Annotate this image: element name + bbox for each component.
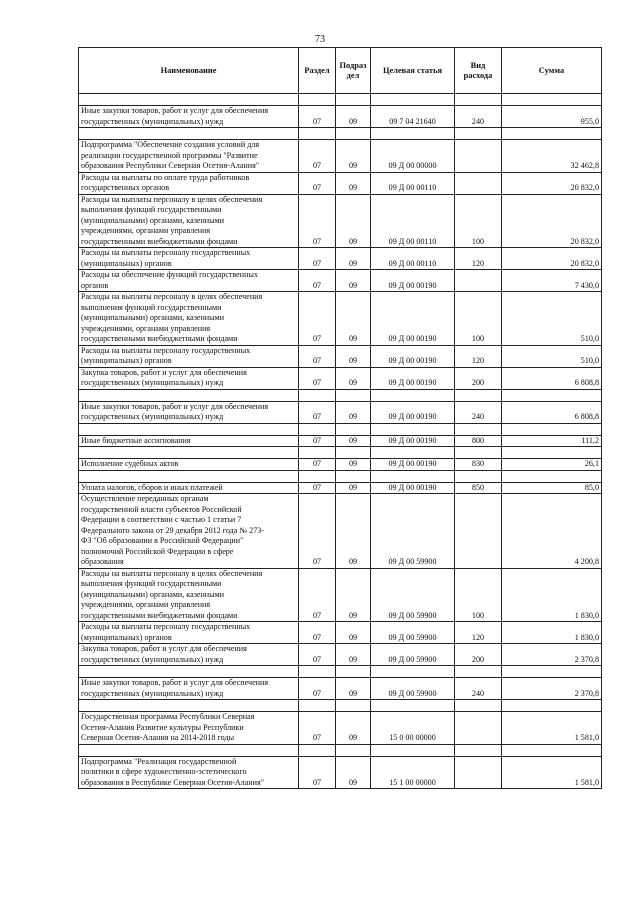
spacer-cell	[336, 470, 371, 482]
row-razdel: 07	[299, 106, 336, 128]
table-row	[79, 459, 602, 471]
row-name: Исполнение судебных актов	[79, 459, 299, 471]
row-name: Государственная программа Республики Северная Осетия-Алания Развитие культуры Республики Северная Осетия-Алания на 2014-2018 годы	[79, 712, 299, 745]
row-podrazdel: 09	[336, 194, 371, 248]
row-target: 09 Д 00 00000	[371, 140, 455, 173]
row-type: 120	[455, 345, 502, 367]
spacer-cell	[371, 94, 455, 106]
row-type	[455, 712, 502, 745]
spacer-cell	[371, 389, 455, 401]
spacer-cell	[79, 94, 299, 106]
row-podrazdel: 09	[336, 568, 371, 622]
row-razdel: 07	[299, 401, 336, 423]
table-row	[79, 194, 602, 248]
header-razdel: Раздел	[299, 48, 336, 94]
spacer-cell	[455, 744, 502, 756]
spacer-cell	[502, 423, 602, 435]
row-razdel: 07	[299, 459, 336, 471]
spacer-cell	[299, 423, 336, 435]
table-row	[79, 270, 602, 292]
spacer-cell	[336, 389, 371, 401]
row-podrazdel: 09	[336, 435, 371, 447]
row-target: 09 Д 00 00190	[371, 401, 455, 423]
row-name: Иные закупки товаров, работ и услуг для обеспечения государственных (муниципальных) нужд	[79, 106, 299, 128]
row-name: Подпрограмма "Обеспечение создания условий для реализации государственной программы "Развитие образования Республики Северная Осетия-Алания"	[79, 140, 299, 173]
row-podrazdel: 09	[336, 270, 371, 292]
row-razdel: 07	[299, 140, 336, 173]
row-sum: 20 832,0	[502, 248, 602, 270]
spacer-cell	[336, 128, 371, 140]
row-target: 09 Д 00 00190	[371, 482, 455, 494]
row-razdel: 07	[299, 292, 336, 346]
row-razdel: 07	[299, 248, 336, 270]
row-sum: 85,0	[502, 482, 602, 494]
row-razdel: 07	[299, 494, 336, 569]
spacer-cell	[502, 447, 602, 459]
budget-table	[78, 47, 602, 789]
spacer-cell	[371, 447, 455, 459]
spacer-cell	[455, 389, 502, 401]
table-row	[79, 367, 602, 389]
table-row	[79, 756, 602, 789]
spacer-cell	[336, 666, 371, 678]
row-razdel: 07	[299, 622, 336, 644]
row-type: 800	[455, 435, 502, 447]
spacer-cell	[299, 389, 336, 401]
row-sum: 111,2	[502, 435, 602, 447]
spacer-cell	[371, 700, 455, 712]
row-podrazdel: 09	[336, 712, 371, 745]
row-podrazdel: 09	[336, 644, 371, 666]
row-target: 09 Д 00 00190	[371, 367, 455, 389]
row-type: 120	[455, 622, 502, 644]
row-name: Расходы на выплаты персоналу в целях обеспечения выполнения функций государственными (муниципальными) органами, казенными учреждениями, органами управления государственными внебюджетными фондами	[79, 292, 299, 346]
row-type: 850	[455, 482, 502, 494]
table-row	[79, 494, 602, 569]
row-name: Расходы на выплаты персоналу в целях обеспечения выполнения функций государственными (муниципальными) органами, казенными учреждениями, органами управления государственными внебюджетными фондами	[79, 194, 299, 248]
row-razdel: 07	[299, 678, 336, 700]
row-name: Закупка товаров, работ и услуг для обеспечения государственных (муниципальных) нужд	[79, 367, 299, 389]
table-row	[79, 248, 602, 270]
row-target: 09 Д 00 00110	[371, 248, 455, 270]
row-name: Осуществление переданных органам государственной власти субъектов Российской Федерации в соответствии с частью 1 статьи 7 Федерального закона от 29 декабря 2012 года № 273- ФЗ "Об образовании в Российской Федерации" полномочий Российской Федерации в сфере образования	[79, 494, 299, 569]
spacer-cell	[455, 470, 502, 482]
row-podrazdel: 09	[336, 459, 371, 471]
spacer-cell	[455, 94, 502, 106]
spacer-cell	[371, 744, 455, 756]
table-spacer-row	[79, 423, 602, 435]
row-target: 09 7 04 21640	[371, 106, 455, 128]
row-name: Уплата налогов, сборов и иных платежей	[79, 482, 299, 494]
row-target: 09 Д 00 00110	[371, 172, 455, 194]
row-target: 09 Д 00 00190	[371, 292, 455, 346]
row-target: 09 Д 00 00190	[371, 270, 455, 292]
header-name: Наименование	[79, 48, 299, 94]
row-sum: 510,0	[502, 345, 602, 367]
row-podrazdel: 09	[336, 248, 371, 270]
row-podrazdel: 09	[336, 367, 371, 389]
row-target: 15 1 00 00000	[371, 756, 455, 789]
row-type	[455, 756, 502, 789]
row-target: 09 Д 00 59900	[371, 568, 455, 622]
spacer-cell	[79, 423, 299, 435]
spacer-cell	[371, 666, 455, 678]
spacer-cell	[79, 470, 299, 482]
row-sum: 2 370,8	[502, 678, 602, 700]
table-row	[79, 644, 602, 666]
spacer-cell	[455, 666, 502, 678]
row-razdel: 07	[299, 194, 336, 248]
row-podrazdel: 09	[336, 494, 371, 569]
row-sum: 2 370,8	[502, 644, 602, 666]
row-razdel: 07	[299, 482, 336, 494]
spacer-cell	[371, 423, 455, 435]
table-header-row	[79, 48, 602, 94]
row-podrazdel: 09	[336, 172, 371, 194]
spacer-cell	[502, 470, 602, 482]
row-name: Расходы на выплаты по оплате труда работников государственных органов	[79, 172, 299, 194]
spacer-cell	[502, 666, 602, 678]
table-row	[79, 712, 602, 745]
spacer-cell	[502, 94, 602, 106]
table-row	[79, 106, 602, 128]
row-sum: 6 808,8	[502, 401, 602, 423]
spacer-cell	[336, 447, 371, 459]
spacer-cell	[299, 470, 336, 482]
row-name: Закупка товаров, работ и услуг для обеспечения государственных (муниципальных) нужд	[79, 644, 299, 666]
row-target: 09 Д 00 00190	[371, 435, 455, 447]
row-name: Расходы на выплаты персоналу государственных (муниципальных) органов	[79, 622, 299, 644]
row-razdel: 07	[299, 712, 336, 745]
row-sum: 1 830,0	[502, 568, 602, 622]
row-type: 200	[455, 367, 502, 389]
row-name: Расходы на выплаты персоналу в целях обеспечения выполнения функций государственными (муниципальными) органами, казенными учреждениями, органами управления государственными внебюджетными фондами	[79, 568, 299, 622]
spacer-cell	[502, 700, 602, 712]
row-sum: 6 808,8	[502, 367, 602, 389]
row-target: 09 Д 00 00110	[371, 194, 455, 248]
row-podrazdel: 09	[336, 106, 371, 128]
row-type	[455, 140, 502, 173]
table-row	[79, 292, 602, 346]
header-type: Вид расхода	[455, 48, 502, 94]
row-sum: 20 832,0	[502, 172, 602, 194]
spacer-cell	[502, 128, 602, 140]
row-name: Расходы на выплаты персоналу государственных (муниципальных) органов	[79, 248, 299, 270]
row-podrazdel: 09	[336, 756, 371, 789]
table-row	[79, 622, 602, 644]
row-type	[455, 270, 502, 292]
row-name: Расходы на обеспечение функций государственных органов	[79, 270, 299, 292]
row-podrazdel: 09	[336, 140, 371, 173]
row-razdel: 07	[299, 568, 336, 622]
row-sum: 4 200,8	[502, 494, 602, 569]
table-spacer-row	[79, 128, 602, 140]
row-razdel: 07	[299, 345, 336, 367]
table-row	[79, 678, 602, 700]
table-spacer-row	[79, 447, 602, 459]
spacer-cell	[455, 700, 502, 712]
spacer-cell	[502, 744, 602, 756]
table-row	[79, 345, 602, 367]
spacer-cell	[371, 470, 455, 482]
spacer-cell	[299, 744, 336, 756]
spacer-cell	[371, 128, 455, 140]
spacer-cell	[299, 447, 336, 459]
spacer-cell	[336, 744, 371, 756]
row-sum: 955,0	[502, 106, 602, 128]
row-podrazdel: 09	[336, 345, 371, 367]
table-body	[79, 94, 602, 789]
row-sum: 510,0	[502, 292, 602, 346]
table-spacer-row	[79, 700, 602, 712]
row-type: 200	[455, 644, 502, 666]
row-target: 09 Д 00 59900	[371, 678, 455, 700]
row-target: 09 Д 00 00190	[371, 345, 455, 367]
table-spacer-row	[79, 94, 602, 106]
table-row	[79, 435, 602, 447]
spacer-cell	[79, 447, 299, 459]
table-spacer-row	[79, 470, 602, 482]
table-spacer-row	[79, 389, 602, 401]
row-type: 100	[455, 292, 502, 346]
spacer-cell	[336, 423, 371, 435]
spacer-cell	[455, 447, 502, 459]
page-number: 73	[315, 34, 325, 45]
spacer-cell	[336, 700, 371, 712]
row-target: 09 Д 00 59900	[371, 622, 455, 644]
row-name: Иные закупки товаров, работ и услуг для обеспечения государственных (муниципальных) нужд	[79, 678, 299, 700]
table-spacer-row	[79, 744, 602, 756]
spacer-cell	[79, 744, 299, 756]
row-type: 100	[455, 568, 502, 622]
row-type: 830	[455, 459, 502, 471]
row-name: Подпрограмма "Реализация государственной политики в сфере художественно-эстетического образования в Республике Северная Осетия-Алания"	[79, 756, 299, 789]
row-sum: 7 430,0	[502, 270, 602, 292]
row-type: 240	[455, 678, 502, 700]
row-type: 240	[455, 106, 502, 128]
row-target: 09 Д 00 59900	[371, 644, 455, 666]
table-row	[79, 568, 602, 622]
header-target: Целевая статья	[371, 48, 455, 94]
row-razdel: 07	[299, 756, 336, 789]
row-name: Иные бюджетные ассигнования	[79, 435, 299, 447]
spacer-cell	[299, 666, 336, 678]
spacer-cell	[502, 389, 602, 401]
spacer-cell	[299, 700, 336, 712]
row-sum: 20 832,0	[502, 194, 602, 248]
row-razdel: 07	[299, 270, 336, 292]
spacer-cell	[79, 700, 299, 712]
row-sum: 26,1	[502, 459, 602, 471]
row-type	[455, 494, 502, 569]
spacer-cell	[336, 94, 371, 106]
row-razdel: 07	[299, 172, 336, 194]
spacer-cell	[455, 128, 502, 140]
row-type: 240	[455, 401, 502, 423]
table-row	[79, 172, 602, 194]
row-sum: 1 581,0	[502, 712, 602, 745]
header-podrazdel: Подраз дел	[336, 48, 371, 94]
row-razdel: 07	[299, 644, 336, 666]
table-row	[79, 140, 602, 173]
spacer-cell	[299, 94, 336, 106]
row-name: Расходы на выплаты персоналу государственных (муниципальных) органов	[79, 345, 299, 367]
spacer-cell	[79, 666, 299, 678]
row-podrazdel: 09	[336, 622, 371, 644]
row-target: 15 0 00 00000	[371, 712, 455, 745]
row-podrazdel: 09	[336, 678, 371, 700]
row-sum: 32 462,8	[502, 140, 602, 173]
spacer-cell	[79, 128, 299, 140]
row-target: 09 Д 00 59900	[371, 494, 455, 569]
table-row	[79, 482, 602, 494]
row-target: 09 Д 00 00190	[371, 459, 455, 471]
row-sum: 1 581,0	[502, 756, 602, 789]
row-razdel: 07	[299, 367, 336, 389]
row-name: Иные закупки товаров, работ и услуг для обеспечения государственных (муниципальных) нужд	[79, 401, 299, 423]
table-row	[79, 401, 602, 423]
row-type: 100	[455, 194, 502, 248]
row-razdel: 07	[299, 435, 336, 447]
spacer-cell	[455, 423, 502, 435]
row-podrazdel: 09	[336, 401, 371, 423]
row-type	[455, 172, 502, 194]
table-spacer-row	[79, 666, 602, 678]
spacer-cell	[79, 389, 299, 401]
row-podrazdel: 09	[336, 482, 371, 494]
spacer-cell	[299, 128, 336, 140]
header-sum: Сумма	[502, 48, 602, 94]
row-sum: 1 830,0	[502, 622, 602, 644]
row-podrazdel: 09	[336, 292, 371, 346]
row-type: 120	[455, 248, 502, 270]
